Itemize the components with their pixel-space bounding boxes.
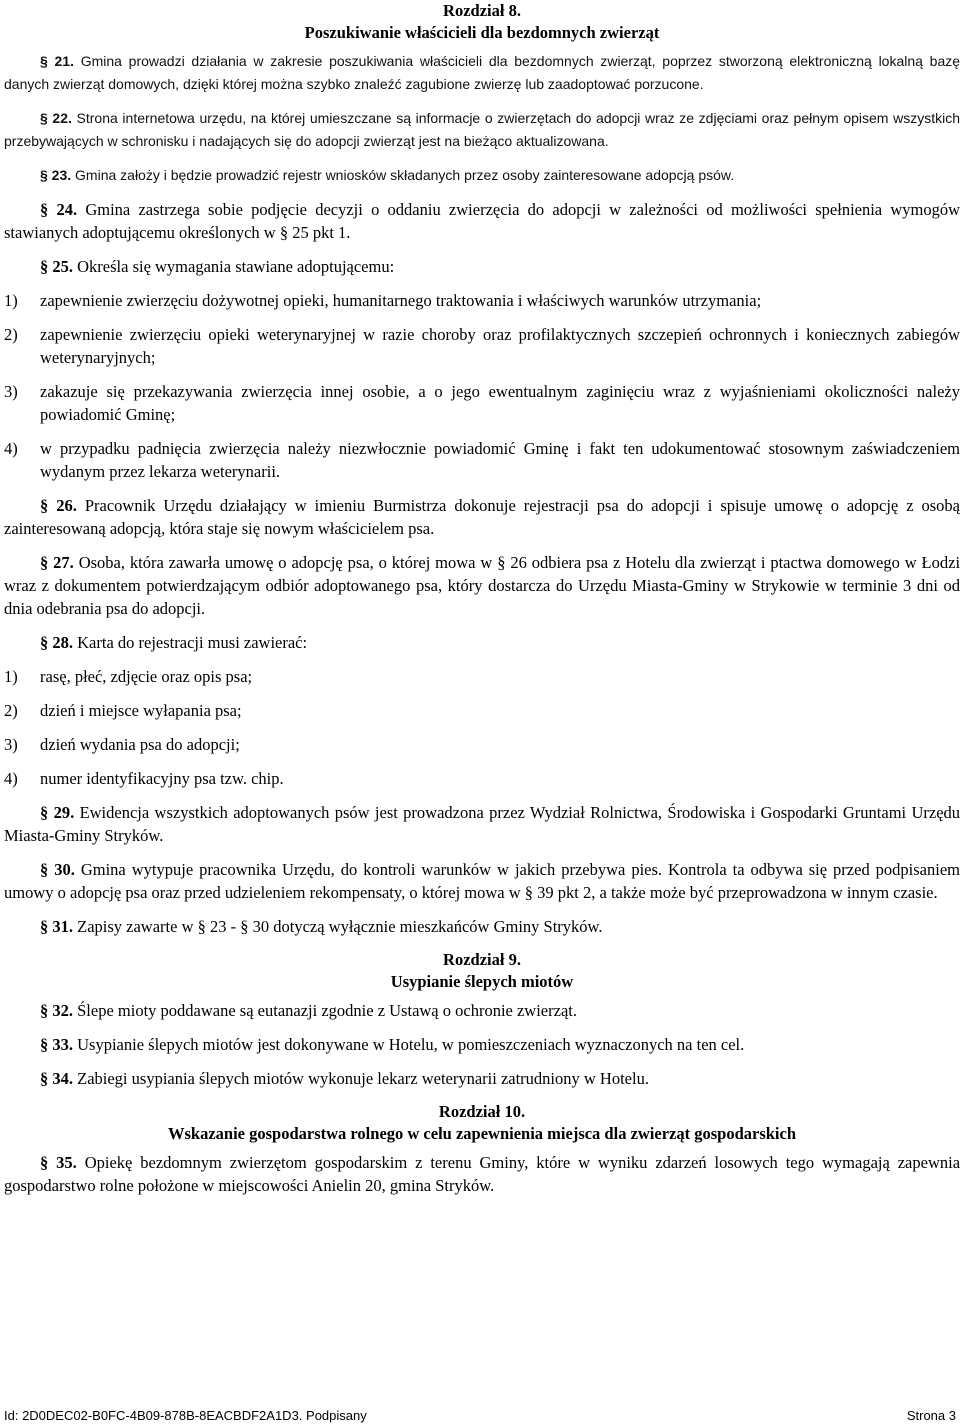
paragraph-number: § 24. [40, 200, 78, 219]
paragraph-text: Gmina zastrzega sobie podjęcie decyzji o oddaniu zwierzęcia do adopcji w zależności od możliwości spełnienia wymogów stawianych adoptującemu określonych w § 25 pkt 1. [4, 200, 960, 242]
paragraph-number: § 22. [40, 110, 72, 126]
list-item [4, 289, 960, 312]
list-item-label: 1) [4, 667, 18, 686]
paragraph-29 [4, 801, 960, 847]
paragraph-number: § 25. [40, 257, 73, 276]
paragraph-number: § 26. [40, 496, 77, 515]
paragraph-number: § 29. [40, 803, 75, 822]
paragraph-text: Opiekę bezdomnym zwierzętom gospodarskim z terenu Gminy, które w wyniku zdarzeń losowych tego wymagają zapewnia gospodarstwo rolne położone w miejscowości Anielin 20, gmina Stryków. [4, 1153, 960, 1195]
chapter-8-title: Poszukiwanie właścicieli dla bezdomnych zwierząt [304, 23, 660, 42]
paragraph-number: § 28. [40, 633, 73, 652]
chapter-8-number: Rozdział 8. [443, 1, 521, 20]
paragraph-text: Zapisy zawarte w § 23 - § 30 dotyczą wyłącznie mieszkańców Gminy Stryków. [77, 917, 603, 936]
paragraph-text: Gmina założy i będzie prowadzić rejestr wniosków składanych przez osoby zainteresowane adopcją psów. [75, 167, 735, 183]
list-item-text: zapewnienie zwierzęciu opieki weterynaryjnej w razie choroby oraz profilaktycznych szczepień ochronnych i koniecznych zabiegów weterynaryjnych; [40, 325, 960, 367]
paragraph-35 [4, 1151, 960, 1197]
list-item-text: dzień i miejsce wyłapania psa; [40, 701, 242, 720]
paragraph-34 [4, 1067, 960, 1090]
paragraph-21 [4, 50, 960, 96]
paragraph-number: § 34. [40, 1069, 73, 1088]
chapter-10-number: Rozdział 10. [438, 1102, 526, 1121]
chapter-9-number: Rozdział 9. [443, 950, 521, 969]
paragraph-33 [4, 1033, 960, 1056]
list-item-label: 3) [4, 382, 18, 401]
paragraph-text: Określa się wymagania stawiane adoptującemu: [77, 257, 395, 276]
list-item-text: zakazuje się przekazywania zwierzęcia innej osobie, a o jego ewentualnym zaginięciu wraz z wyjaśnieniami okoliczności należy powiadomić Gminę; [40, 382, 960, 424]
paragraph-number: § 21. [40, 53, 74, 69]
paragraph-number: § 23. [40, 167, 72, 183]
paragraph-number: § 27. [40, 553, 74, 572]
paragraph-number: § 31. [40, 917, 73, 936]
paragraph-text: Strona internetowa urzędu, na której umieszczane są informacje o zwierzętach do adopcji wraz ze zdjęciami oraz pełnym opisem wszystkich przebywających w schronisku i nadających się do adopcji zwierząt jest na bieżąco aktualizowana. [4, 110, 960, 149]
paragraph-32 [4, 999, 960, 1022]
paragraph-31 [4, 915, 960, 938]
paragraph-text: Usypianie ślepych miotów jest dokonywane w Hotelu, w pomieszczeniach wyznaczonych na ten cel. [77, 1035, 745, 1054]
paragraph-text: Gmina wytypuje pracownika Urzędu, do kontroli warunków w jakich przebywa pies. Kontrola ta odbywa się przed podpisaniem umowy o adopcję psa oraz przed udzieleniem rekompensaty, o której mowa w § 39 pkt 2, a także może być przeprowadzona w innym czasie. [4, 860, 960, 902]
list-item-label: 2) [4, 701, 18, 720]
paragraph-text: Zabiegi usypiania ślepych miotów wykonuje lekarz weterynarii zatrudniony w Hotelu. [77, 1069, 649, 1088]
list-item [4, 323, 960, 369]
paragraph-number: § 30. [40, 860, 75, 879]
list-item [4, 665, 960, 688]
list-item-text: rasę, płeć, zdjęcie oraz opis psa; [40, 667, 253, 686]
page-footer [4, 1408, 956, 1423]
paragraph-23 [4, 164, 960, 187]
paragraph-25 [4, 255, 960, 278]
list-item-text: dzień wydania psa do adopcji; [40, 735, 240, 754]
list-item-label: 1) [4, 291, 18, 310]
document-content [4, 0, 960, 1208]
paragraph-text: Gmina prowadzi działania w zakresie poszukiwania właścicieli dla bezdomnych zwierząt, poprzez stworzoną elektroniczną lokalną bazę danych zwierząt domowych, dzięki której można szybko znaleźć zagubione zwierzę lub zaadoptować porzucone. [4, 53, 960, 92]
paragraph-28 [4, 631, 960, 654]
list-item-text: w przypadku padnięcia zwierzęcia należy niezwłocznie powiadomić Gminę i fakt ten udokumentować stosownym zaświadczeniem wydanym przez lekarza weterynarii. [40, 439, 960, 481]
list-item-label: 2) [4, 325, 18, 344]
list-item-text: zapewnienie zwierzęciu dożywotnej opieki, humanitarnego traktowania i właściwych warunków utrzymania; [40, 291, 762, 310]
list-item [4, 733, 960, 756]
paragraph-27 [4, 551, 960, 620]
paragraph-22 [4, 107, 960, 153]
paragraph-text: Ewidencja wszystkich adoptowanych psów jest prowadzona przez Wydział Rolnictwa, Środowiska i Gospodarki Gruntami Urzędu Miasta-Gminy Stryków. [4, 803, 960, 845]
paragraph-text: Ślepe mioty poddawane są eutanazji zgodnie z Ustawą o ochronie zwierząt. [77, 1001, 577, 1020]
paragraph-30 [4, 858, 960, 904]
paragraph-number: § 35. [40, 1153, 77, 1172]
list-item-label: 3) [4, 735, 18, 754]
chapter-9-title: Usypianie ślepych miotów [390, 972, 574, 991]
paragraph-26 [4, 494, 960, 540]
document-id: Id: 2D0DEC02-B0FC-4B09-878B-8EACBDF2A1D3. Podpisany [4, 1408, 367, 1423]
list-item-text: numer identyfikacyjny psa tzw. chip. [40, 769, 284, 788]
paragraph-text: Karta do rejestracji musi zawierać: [77, 633, 308, 652]
list-item [4, 699, 960, 722]
paragraph-number: § 33. [40, 1035, 73, 1054]
list-item [4, 437, 960, 483]
paragraph-number: § 32. [40, 1001, 73, 1020]
list-item [4, 380, 960, 426]
page-number: Strona 3 [906, 1408, 956, 1423]
paragraph-text: Pracownik Urzędu działający w imieniu Burmistrza dokonuje rejestracji psa do adopcji i spisuje umowę o adopcję z osobą zainteresowaną adopcją, która staje się nowym właścicielem psa. [4, 496, 960, 538]
list-item [4, 767, 960, 790]
paragraph-text: Osoba, która zawarła umowę o adopcję psa, o której mowa w § 26 odbiera psa z Hotelu dla zwierząt i ptactwa domowego w Łodzi wraz z dokumentem potwierdzającym odbiór adoptowanego psa, który dostarcza do Urzędu Miasta-Gminy w Strykowie w terminie 3 dni od dnia odebrania psa do adopcji. [4, 553, 960, 618]
list-item-label: 4) [4, 769, 18, 788]
paragraph-24 [4, 198, 960, 244]
list-item-label: 4) [4, 439, 18, 458]
chapter-10-title: Wskazanie gospodarstwa rolnego w celu zapewnienia miejsca dla zwierząt gospodarskich [167, 1124, 797, 1143]
